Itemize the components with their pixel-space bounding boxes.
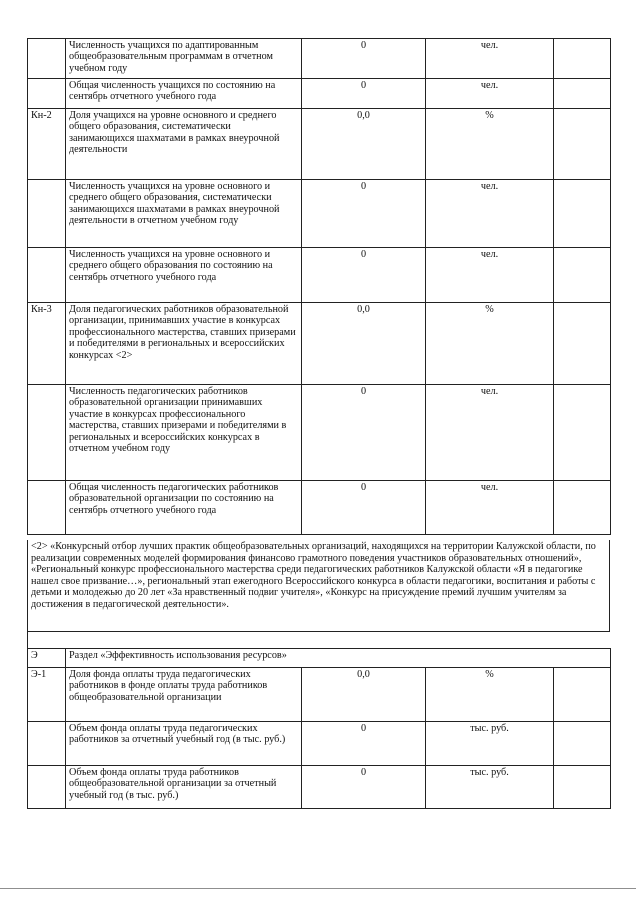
table-row <box>28 766 611 809</box>
indicator-unit: % <box>426 303 554 385</box>
row-code <box>28 481 66 535</box>
indicator-unit: % <box>426 668 554 722</box>
row-code <box>28 722 66 766</box>
empty-cell <box>554 385 611 481</box>
indicator-unit: тыс. руб. <box>426 766 554 809</box>
divider <box>27 632 610 648</box>
indicator-name: Численность учащихся по адаптированным общеобразовательным программам в отчетном учебном году <box>66 39 302 79</box>
empty-cell <box>554 248 611 303</box>
empty-cell <box>554 481 611 535</box>
row-code <box>28 180 66 248</box>
indicator-name: Общая численность учащихся по состоянию на сентябрь отчетного учебного года <box>66 79 302 109</box>
indicator-unit: чел. <box>426 180 554 248</box>
row-code <box>28 248 66 303</box>
empty-cell <box>554 39 611 79</box>
indicator-value: 0,0 <box>302 303 426 385</box>
empty-cell <box>554 180 611 248</box>
indicator-value: 0 <box>302 766 426 809</box>
section-code: Э <box>28 649 66 668</box>
indicators-table-resources <box>27 648 611 809</box>
empty-cell <box>554 722 611 766</box>
table-row <box>28 79 611 109</box>
empty-cell <box>554 668 611 722</box>
indicator-name: Численность учащихся на уровне основного и среднего общего образования по состоянию на сентябрь отчетного учебного года <box>66 248 302 303</box>
row-code <box>28 39 66 79</box>
row-code <box>28 79 66 109</box>
indicator-unit: чел. <box>426 79 554 109</box>
table-row <box>28 39 611 79</box>
row-code: Кн-2 <box>28 109 66 180</box>
footnote: <2> «Конкурсный отбор лучших практик общеобразовательных организаций, находящихся на территории Калужской области, по реализации современных моделей формирования финансово грамотного поведения участников образовательных отношений», «Региональный конкурс профессионального мастерства среди педагогических работников Калужской области «Я в педагогике нашел свое призвание…», региональный этап ежегодного Всероссийского конкурса в области педагогики, воспитания и работы с детьми и молодежью до 20 лет «За нравственный подвиг учителя», «Конкурс на присуждение премий лучшим учителям за достижения в педагогической деятельности». <box>27 540 610 632</box>
table-row <box>28 385 611 481</box>
table-row <box>28 180 611 248</box>
row-code: Э-1 <box>28 668 66 722</box>
indicator-value: 0 <box>302 79 426 109</box>
indicator-name: Численность учащихся на уровне основного и среднего общего образования, систематически занимающихся шахматами в рамках внеурочной деятельности в отчетном учебном году <box>66 180 302 248</box>
indicator-value: 0 <box>302 481 426 535</box>
indicator-unit: % <box>426 109 554 180</box>
indicator-name: Объем фонда оплаты труда педагогических работников за отчетный учебный год (в тыс. руб.) <box>66 722 302 766</box>
indicator-unit: чел. <box>426 248 554 303</box>
empty-cell <box>554 766 611 809</box>
row-code: Кн-3 <box>28 303 66 385</box>
indicator-value: 0 <box>302 180 426 248</box>
indicator-value: 0 <box>302 385 426 481</box>
empty-cell <box>554 109 611 180</box>
indicator-value: 0 <box>302 39 426 79</box>
table-row <box>28 248 611 303</box>
row-code <box>28 385 66 481</box>
indicator-name: Доля педагогических работников образовательной организации, принимавших участие в конкурсах профессионального мастерства, ставших призерами и победителями в региональных и всероссийских конкурсах <2> <box>66 303 302 385</box>
empty-cell <box>554 79 611 109</box>
scan-edge-line <box>0 888 636 889</box>
indicator-value: 0,0 <box>302 668 426 722</box>
indicator-name: Доля фонда оплаты труда педагогических работников в фонде оплаты труда работников общеобразовательной организации <box>66 668 302 722</box>
indicator-value: 0 <box>302 722 426 766</box>
indicator-name: Объем фонда оплаты труда работников общеобразовательной организации за отчетный учебный год (в тыс. руб.) <box>66 766 302 809</box>
table-row <box>28 481 611 535</box>
indicators-table-top <box>27 38 611 535</box>
indicator-name: Численность педагогических работников образовательной организации принимавших участие в конкурсах профессионального мастерства, ставших призерами и победителями в региональных и всероссийских конкурсах в отчетном учебном году <box>66 385 302 481</box>
section-row <box>28 649 611 668</box>
indicator-value: 0 <box>302 248 426 303</box>
indicator-unit: тыс. руб. <box>426 722 554 766</box>
indicator-name: Общая численность педагогических работников образовательной организации по состоянию на сентябрь отчетного учебного года <box>66 481 302 535</box>
table-row <box>28 303 611 385</box>
indicator-name: Доля учащихся на уровне основного и среднего общего образования, систематически занимающихся шахматами в рамках внеурочной деятельности <box>66 109 302 180</box>
indicator-unit: чел. <box>426 481 554 535</box>
empty-cell <box>554 303 611 385</box>
table-row <box>28 668 611 722</box>
indicator-unit: чел. <box>426 385 554 481</box>
table-row <box>28 109 611 180</box>
table-row <box>28 722 611 766</box>
section-title: Раздел «Эффективность использования ресурсов» <box>66 649 611 668</box>
indicator-value: 0,0 <box>302 109 426 180</box>
row-code <box>28 766 66 809</box>
indicator-unit: чел. <box>426 39 554 79</box>
